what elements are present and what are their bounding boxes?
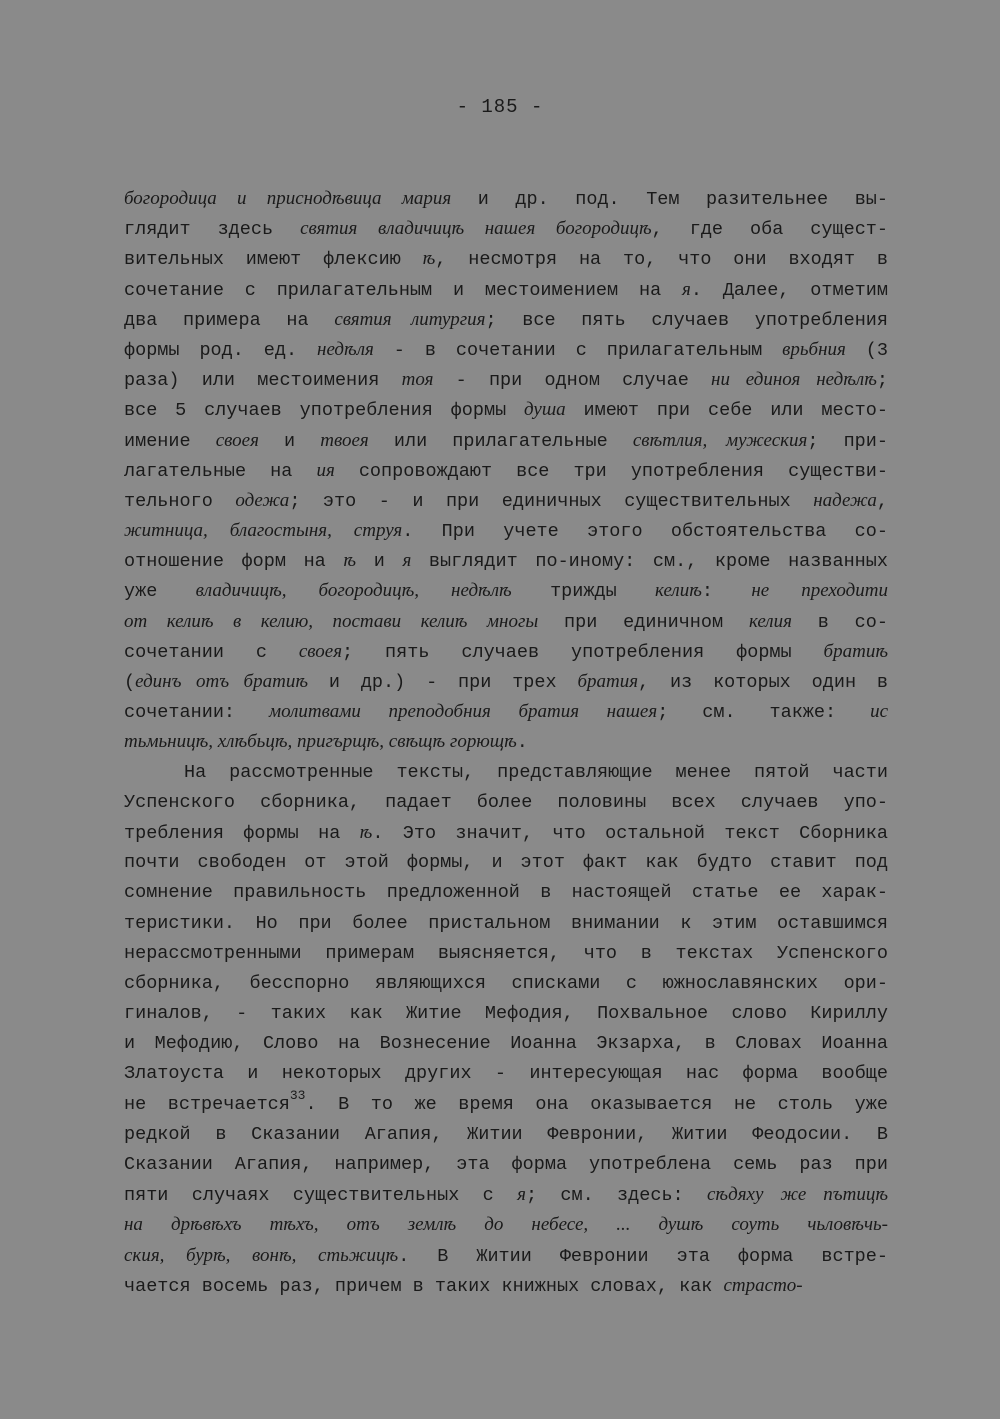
text-segment: . Это значит, что остальной текст Сборника <box>372 822 888 844</box>
text-line <box>124 1059 888 1089</box>
italic-text-segment: ския, бурѣ, вонѣ, стьжицѣ <box>124 1244 399 1266</box>
text-segment: и <box>356 551 403 573</box>
text-segment: ( <box>124 672 136 693</box>
text-line <box>124 909 888 939</box>
text-segment: . При учете этого обстоятельства со- <box>402 521 888 543</box>
text-segment: , <box>876 490 888 512</box>
text-line <box>124 275 888 305</box>
text-line <box>124 667 888 697</box>
text-segment: Златоуста и некоторых других - интересующая нас форма вообще <box>124 1063 888 1085</box>
text-segment: нерассмотренными примерам выясняется, что в текстах Успенского <box>124 942 888 964</box>
text-line <box>124 878 888 908</box>
text-segment: и Мефодию, Слово на Вознесение Иоанна Экзарха, в Словах Иоанна <box>124 1033 888 1055</box>
text-segment: и др. под. Тем разительнее вы- <box>451 189 889 210</box>
text-segment: . <box>516 732 528 754</box>
text-segment: - при одном случае <box>433 370 712 392</box>
text-line <box>124 697 888 727</box>
italic-text-segment: недѣля <box>317 338 374 360</box>
italic-text-segment: молитвами преподобния братия нашея <box>268 701 658 723</box>
page-number: - 185 - <box>456 96 544 118</box>
text-segment: и <box>258 430 321 452</box>
text-segment: ; пять случаев употребления формы <box>342 641 824 663</box>
italic-text-segment: келиѣ <box>655 580 702 602</box>
text-line <box>124 365 888 395</box>
text-segment: не встречается <box>124 1093 290 1115</box>
italic-text-segment: ѣ <box>359 821 373 843</box>
text-segment: ; см. здесь: <box>525 1185 707 1207</box>
text-line <box>124 939 888 969</box>
text-segment: - в сочетании с прилагательным <box>373 339 783 361</box>
italic-text-segment: одежа <box>235 489 290 511</box>
text-segment: ; это - и при единичных существительных <box>289 490 814 512</box>
italic-text-segment: единъ отъ братиѣ <box>135 671 309 692</box>
text-segment: требления формы на <box>124 822 360 844</box>
text-segment: сочетании: <box>124 702 269 724</box>
text-line <box>124 727 888 757</box>
text-segment: : <box>701 581 752 603</box>
text-segment: отношение форм на <box>124 551 344 573</box>
text-segment: , где оба сущест- <box>651 219 889 241</box>
italic-text-segment: надежа <box>813 489 877 511</box>
text-segment: имение <box>124 430 216 452</box>
text-segment: уже <box>124 581 196 603</box>
italic-text-segment: святия литургия <box>334 308 486 330</box>
text-line <box>124 969 888 999</box>
text-line <box>124 1210 888 1240</box>
text-line <box>124 335 888 365</box>
text-segment: редкой в Сказании Агапия, Житии Февронии, Житии Феодосии. В <box>124 1123 888 1145</box>
text-segment: ; при- <box>807 430 888 452</box>
text-segment: чается восемь раз, причем в таких книжных словах, как <box>124 1275 724 1297</box>
text-segment: сборника, бесспорно являющихся списками с южнославянских ори- <box>124 972 888 994</box>
italic-text-segment: ия <box>316 459 335 481</box>
text-segment: . В Житии Февронии эта форма встре- <box>398 1245 888 1267</box>
text-segment: сомнение правильность предложенной в настоящей статье ее харак- <box>124 882 888 904</box>
text-segment: выглядит по-иному: см., кроме названных <box>411 551 888 573</box>
italic-text-segment: своея <box>215 429 259 451</box>
text-segment: гиналов, - таких как Житие Мефодия, Похвальное слово Кириллу <box>124 1003 888 1025</box>
text-segment: сопровождают все три употребления существи- <box>334 460 889 482</box>
italic-text-segment: богородица и приснодѣвица мария <box>124 188 452 209</box>
text-line <box>124 758 888 788</box>
text-segment: в со- <box>791 611 888 633</box>
text-segment: лагательные на <box>124 460 317 482</box>
text-segment: и др.) - при трех <box>308 672 578 693</box>
text-line <box>124 486 888 516</box>
text-line <box>124 184 888 214</box>
text-line <box>124 999 888 1029</box>
italic-text-segment: тьмьницѣ, хлѣбьцѣ, пригърщѣ, свѣщѣ горющѣ <box>124 731 517 753</box>
text-line <box>124 1150 888 1180</box>
text-line <box>124 546 888 576</box>
text-segment: раза) или местоимения <box>124 370 402 392</box>
text-segment: ; <box>876 370 888 392</box>
italic-text-segment: от келиѣ в келию, постави келиѣ многы <box>124 610 539 632</box>
text-segment: при единичном <box>538 611 749 633</box>
italic-text-segment: ѣ <box>343 550 357 572</box>
italic-text-segment: ни единоя недѣлѣ <box>711 369 877 391</box>
text-segment: Сказании Агапия, например, эта форма употреблена семь раз при <box>124 1154 888 1175</box>
text-segment: пяти случаях существительных с <box>124 1185 518 1207</box>
body-text <box>124 184 888 1301</box>
italic-text-segment: братиѣ <box>823 640 888 662</box>
text-line <box>124 244 888 274</box>
text-segment: , несмотря на то, что они входят в <box>435 249 888 271</box>
text-segment: формы род. ед. <box>124 339 318 361</box>
text-segment: все 5 случаев употребления формы <box>124 400 525 422</box>
italic-text-segment: свѣтлия, мужеския <box>632 429 808 451</box>
text-segment: Успенского сборника, падает более половины всех случаев упо- <box>124 791 888 813</box>
italic-text-segment: душа <box>524 399 566 421</box>
text-segment: глядит здесь <box>124 219 301 241</box>
text-segment: сочетание с прилагательным и местоимением на <box>124 279 683 301</box>
italic-text-segment: я <box>517 1184 526 1206</box>
text-segment: тельного <box>124 490 236 512</box>
text-line <box>124 1180 888 1210</box>
text-line <box>124 214 888 244</box>
italic-text-segment: сѣдяху же пътицѣ <box>707 1184 889 1206</box>
text-segment: . Далее, отметим <box>690 279 888 301</box>
text-segment: . В то же время она оказывается не столь уже <box>305 1093 888 1115</box>
text-segment: (3 <box>845 339 889 361</box>
text-segment: ; все пять случаев употребления <box>485 309 888 331</box>
italic-text-segment: твоея <box>320 429 369 451</box>
italic-text-segment: келия <box>748 610 792 632</box>
text-segment: , из которых один в <box>638 672 888 693</box>
footnote-reference: 33 <box>289 1087 306 1103</box>
text-line <box>124 637 888 667</box>
italic-text-segment: ѣ <box>422 248 436 270</box>
text-line <box>124 1029 888 1059</box>
text-line <box>124 1087 888 1120</box>
text-line <box>124 1120 888 1150</box>
text-line <box>124 848 888 878</box>
italic-text-segment: владичицѣ, богородицѣ, недѣлѣ <box>195 580 512 602</box>
italic-text-segment: на дрѣвѣхъ тѣхъ, отъ землѣ до небесе, ... душѣ соуть чьловѣчь- <box>124 1214 888 1236</box>
italic-text-segment: тоя <box>401 369 434 391</box>
text-line <box>124 456 888 486</box>
text-line <box>124 426 888 456</box>
text-segment: сочетании с <box>124 641 299 663</box>
text-segment: вительных имеют флексию <box>124 249 423 271</box>
text-line <box>124 305 888 335</box>
italic-text-segment: братия <box>577 671 639 692</box>
text-line <box>124 818 888 848</box>
text-line <box>124 788 888 818</box>
text-segment: два примера на <box>124 309 335 331</box>
text-line <box>124 576 888 606</box>
italic-text-segment: житница, благостыня, струя <box>124 520 403 542</box>
text-line <box>124 1271 888 1301</box>
text-line <box>124 395 888 425</box>
italic-text-segment: страсто- <box>723 1274 803 1296</box>
text-line <box>124 1241 888 1271</box>
italic-text-segment: своея <box>298 640 343 662</box>
italic-text-segment: святия владичицѣ нашея богородицѣ <box>300 218 652 240</box>
italic-text-segment: врьбния <box>782 338 846 360</box>
text-line <box>124 516 888 546</box>
text-line <box>124 607 888 637</box>
text-segment: теристики. Но при более пристальном внимании к этим оставшимся <box>124 912 888 934</box>
italic-text-segment: я <box>402 550 412 572</box>
text-segment: почти свободен от этой формы, и этот факт как будто ставит под <box>124 852 888 874</box>
text-segment: или прилагательные <box>368 430 633 452</box>
text-segment: ; см. также: <box>657 702 871 724</box>
italic-text-segment: я <box>682 278 691 300</box>
italic-text-segment: ис <box>870 701 888 723</box>
text-segment: трижды <box>511 581 656 603</box>
italic-text-segment: не преходити <box>751 580 888 602</box>
text-segment: На рассмотренные тексты, представляющие менее пятой части <box>184 761 888 783</box>
text-segment: имеют при себе или место- <box>565 400 888 422</box>
